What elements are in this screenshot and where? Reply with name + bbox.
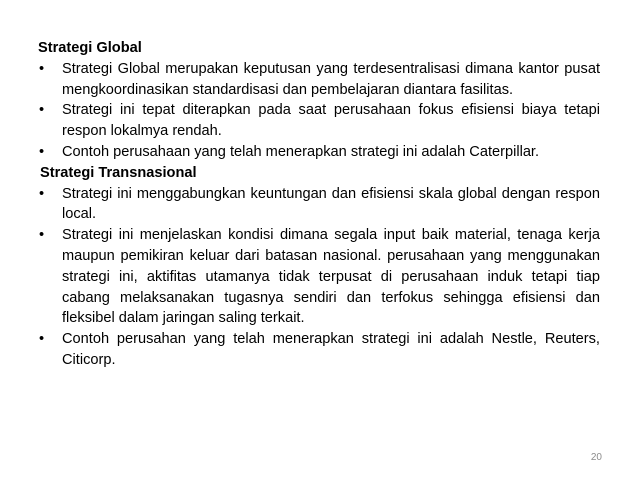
bullet-item: • Strategi ini menjelaskan kondisi dimana segala input baik material, tenaga kerja maupun pemikiran keluar dari batasan nasional. perusahaan yang menggunakan strategi ini, aktifitas utamanya tidak terpusat di perusahaan induk tetapi tiap cabang melaksanakan tugasnya sendiri dan terfokus sehingga efisiensi dan fleksibel dalam jaringan saling terkait. [38, 225, 600, 329]
page-number: 20 [590, 452, 602, 463]
bullet-item: • Strategi ini tepat diterapkan pada saat perusahaan fokus efisiensi biaya tetapi respon lokalmya rendah. [38, 100, 600, 142]
slide-content [38, 38, 600, 371]
bullet-list-transnasional [38, 184, 600, 371]
bullet-item: • Contoh perusahaan yang telah menerapkan strategi ini adalah Caterpillar. [38, 142, 600, 163]
section-heading-global: Strategi Global [38, 40, 142, 56]
bullet-item: • Strategi Global merupakan keputusan yang terdesentralisasi dimana kantor pusat mengkoordinasikan standardisasi dan pembelajaran diantara fasilitas. [38, 59, 600, 101]
section-heading-transnasional: Strategi Transnasional [40, 164, 197, 181]
bullet-item: • Strategi ini menggabungkan keuntungan dan efisiensi skala global dengan respon local. [38, 184, 600, 226]
bullet-list-global [38, 59, 600, 163]
bullet-item: • Contoh perusahan yang telah menerapkan strategi ini adalah Nestle, Reuters, Citicorp. [38, 329, 600, 371]
